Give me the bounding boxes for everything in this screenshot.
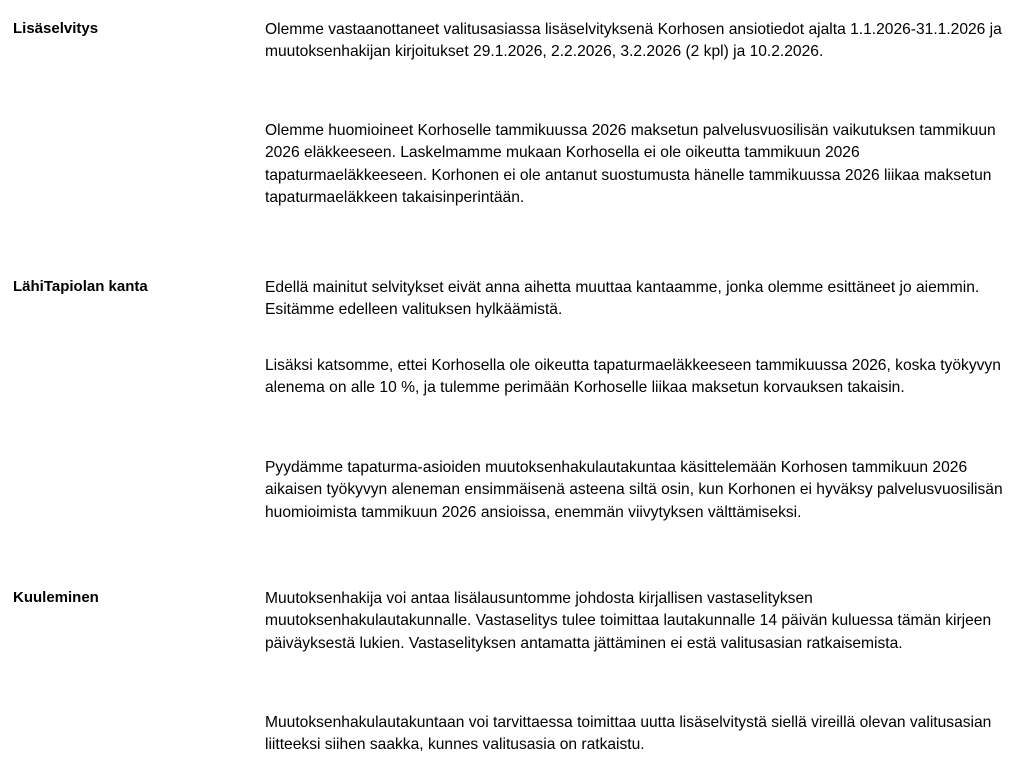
paragraph: Olemme huomioineet Korhoselle tammikuussa 2026 maksetun palvelusvuosilisän vaikutuksen tammikuun 2026 eläkkeeseen. Laskelmamme mukaan Korhosella ei ole oikeutta tammikuun 2026 tapaturmaeläkkeeseen. Korhonen ei ole antanut suostumusta hänelle tammikuussa 2026 liikaa maksetun tapaturmaeläkkeen takaisinperintään. <box>265 122 996 206</box>
section-heading: Kuuleminen <box>13 589 99 606</box>
paragraph: Edellä mainitut selvitykset eivät anna aihetta muuttaa kantaamme, jonka olemme esittäneet jo aiemmin. Esitämme edelleen valituksen hylkäämistä. <box>265 279 980 319</box>
section-heading: Lisäselvitys <box>13 20 99 37</box>
paragraph: Pyydämme tapaturma-asioiden muutoksenhakulautakuntaa käsittelemään Korhosen tammikuun 2026 aikaisen työkyvyn aleneman ensimmäisenä asteena siltä osin, kun Korhonen ei hyväksy palvelusvuosilisän huomioimista tammikuun 2026 ansioissa, enemmän viivytyksen välttämiseksi. <box>265 459 1003 521</box>
section-heading: LähiTapiolan kanta <box>13 278 148 295</box>
paragraph: Muutoksenhakulautakuntaan voi tarvittaessa toimittaa uutta lisäselvitystä siellä vireillä olevan valitusasian liitteeksi siihen saakka, kunnes valitusasia on ratkaistu. <box>265 714 992 754</box>
paragraph: Olemme vastaanottaneet valitusasiassa lisäselvityksenä Korhosen ansiotiedot ajalta 1.1.2026-31.1.2026 ja muutoksenhakijan kirjoitukset 29.1.2026, 2.2.2026, 3.2.2026 (2 kpl) ja 10.2.2026. <box>265 21 1002 61</box>
paragraph: Lisäksi katsomme, ettei Korhosella ole oikeutta tapaturmaeläkkeeseen tammikuussa 2026, koska työkyvyn alenema on alle 10 %, ja tulemme perimään Korhoselle liikaa maksetun korvauksen takaisin. <box>265 357 1001 397</box>
paragraph: Muutoksenhakija voi antaa lisälausuntomme johdosta kirjallisen vastaselityksen muutoksenhakulautakunnalle. Vastaselitys tulee toimittaa lautakunnalle 14 päivän kuluessa tämän kirjeen päiväyksestä lukien. Vastaselityksen antamatta jättäminen ei estä valitusasian ratkaisemista. <box>265 590 992 652</box>
